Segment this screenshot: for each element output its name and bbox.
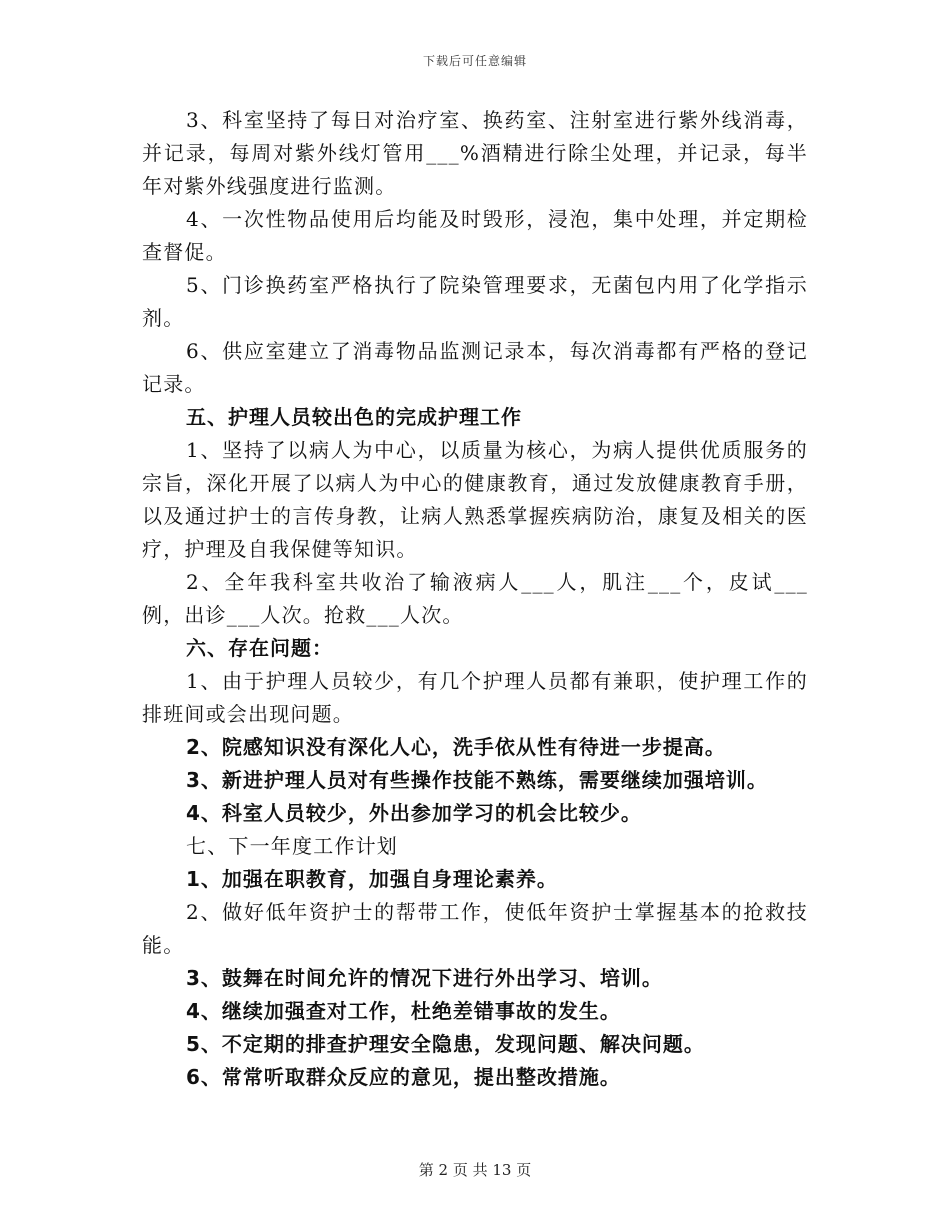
paragraph-supply-room: 6、供应室建立了消毒物品监测记录本，每次消毒都有严格的登记记录。 [142,339,808,396]
section-heading-5: 五、护理人员较出色的完成护理工作 [186,405,522,429]
paragraph-patient-centered: 1、坚持了以病人为中心，以质量为核心，为病人提供优质服务的宗旨，深化开展了以病人为中心的健康教育，通过发放健康教育手册，以及通过护士的言传身教，让病人熟悉掌握疾病防治，康复及相关的医疗，护理及自我保健等知识。 [142,438,808,561]
paragraph-disinfection-uv: 3、科室坚持了每日对治疗室、换药室、注射室进行紫外线消毒，并记录，每周对紫外线灯管用___%酒精进行除尘处理，并记录，每半年对紫外线强度进行监测。 [142,108,808,198]
paragraph-problem-2: 2、院感知识没有深化人心，洗手依从性有待进一步提高。 [186,735,726,759]
paragraph-plan-6: 6、常常听取群众反应的意见，提出整改措施。 [186,1065,621,1089]
section-heading-6: 六、存在问题： [186,636,333,660]
page-footer: 第 2 页 共 13 页 [418,1161,532,1179]
paragraph-problem-4: 4、科室人员较少，外出参加学习的机会比较少。 [186,801,642,825]
paragraph-plan-1: 1、加强在职教育，加强自身理论素养。 [186,867,558,891]
paragraph-dressing-room: 5、门诊换药室严格执行了院染管理要求，无菌包内用了化学指示剂。 [142,273,808,330]
paragraph-problem-1: 1、由于护理人员较少，有几个护理人员都有兼职，使护理工作的排班间或会出现问题。 [142,669,808,726]
document-body [142,104,808,1094]
paragraph-plan-5: 5、不定期的排查护理安全隐患，发现问题、解决问题。 [186,1032,705,1056]
paragraph-plan-4: 4、继续加强查对工作，杜绝差错事故的发生。 [186,999,621,1023]
section-heading-7: 七、下一年度工作计划 [186,834,398,858]
paragraph-problem-3: 3、新进护理人员对有些操作技能不熟练，需要继续加强培训。 [186,768,768,792]
paragraph-plan-3: 3、鼓舞在时间允许的情况下进行外出学习、培训。 [186,966,663,990]
paragraph-disposable-items: 4、一次性物品使用后均能及时毁形，浸泡，集中处理，并定期检查督促。 [142,207,808,264]
paragraph-annual-stats: 2、全年我科室共收治了输液病人___人，肌注___个，皮试___例，出诊___人次。抢救___人次。 [142,570,808,627]
page-header: 下载后可任意编辑 [422,54,527,68]
paragraph-plan-2: 2、做好低年资护士的帮带工作，使低年资护士掌握基本的抢救技能。 [142,900,808,957]
